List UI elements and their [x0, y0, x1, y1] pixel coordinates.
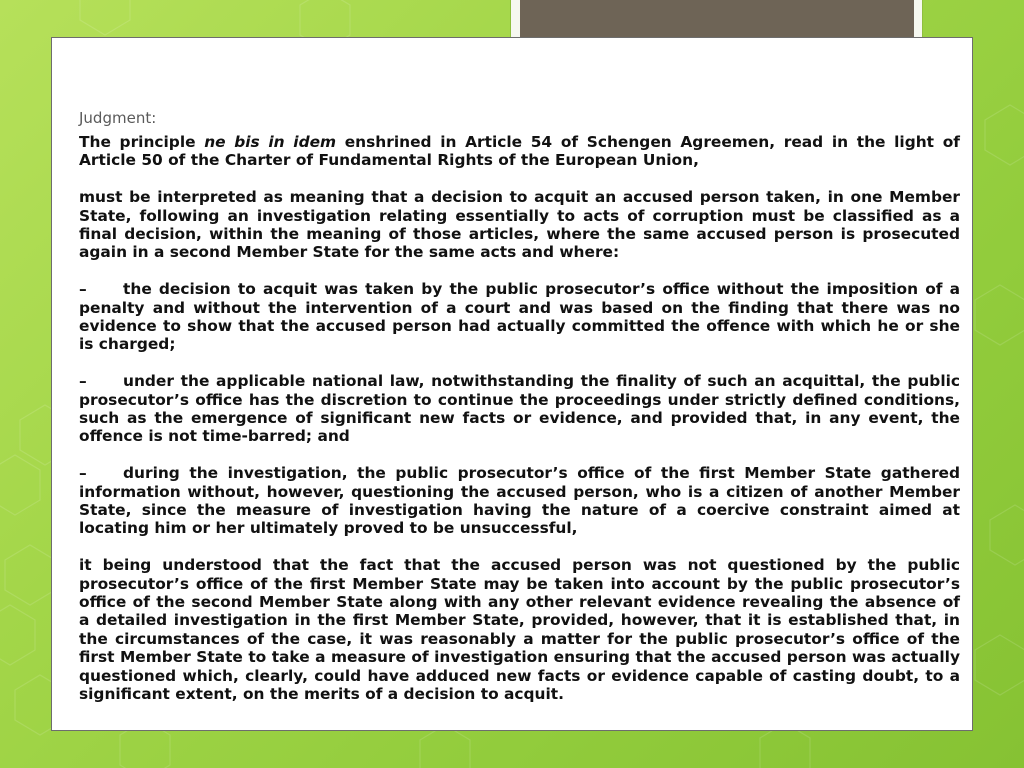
- slide-heading: Judgment:: [79, 109, 157, 127]
- final-paragraph: it being understood that the fact that the accused person was not questioned by the public prosecutor’s office of the first Member State may be taken into account by the public prosecutor’s office of the second Member State along with any other relevant evidence revealing the absence of a detailed investigation in the first Member State, provided, however, that it is established that, in the circumstances of the case, it was reasonably a matter for the public prosecutor’s office of the first Member State to take a measure of investigation ensuring that the accused person was actually questioned which, clearly, could have adduced new facts or evidence capable of casting doubt, to a significant extent, on the merits of a decision to acquit.: [79, 556, 960, 704]
- condition-item: [79, 372, 960, 446]
- latin-principle: ne bis in idem: [204, 133, 337, 151]
- intro-text-start: The principle: [79, 133, 205, 151]
- dash-marker: –: [79, 372, 87, 391]
- condition-text: during the investigation, the public prosecutor’s office of the first Member State gathered information without, however, questioning the accused person, who is a citizen of another Member State, since the measure of investigation having the nature of a coercive constraint aimed at locating him or her ultimately proved to be unsuccessful,: [79, 464, 960, 538]
- judgment-text: [79, 133, 960, 704]
- condition-item: [79, 464, 960, 538]
- dash-marker: –: [79, 464, 87, 483]
- condition-item: [79, 280, 960, 354]
- intro-text-end: enshrined in Article 54 of Schengen Agreemen, read in the light of Article 50 of the Charter of Fundamental Rights of the European Union,: [79, 133, 960, 170]
- condition-text: under the applicable national law, notwithstanding the finality of such an acquittal, the public prosecutor’s office has the discretion to continue the proceedings under strictly defined conditions, such as the emergence of significant new facts or evidence, and provided that, in any event, the offence is not time-barred; and: [79, 372, 960, 446]
- dash-marker: –: [79, 280, 87, 299]
- intro-paragraph: [79, 133, 960, 170]
- main-paragraph: must be interpreted as meaning that a decision to acquit an accused person taken, in one Member State, following an investigation relating essentially to acts of corruption must be classified as a final decision, within the meaning of those articles, where the same accused person is prosecuted again in a second Member State for the same acts and where:: [79, 188, 960, 262]
- condition-text: the decision to acquit was taken by the public prosecutor’s office without the imposition of a penalty and without the intervention of a court and was based on the finding that there was no evidence to show that the accused person had actually committed the offence with which he or she is charged;: [79, 280, 960, 354]
